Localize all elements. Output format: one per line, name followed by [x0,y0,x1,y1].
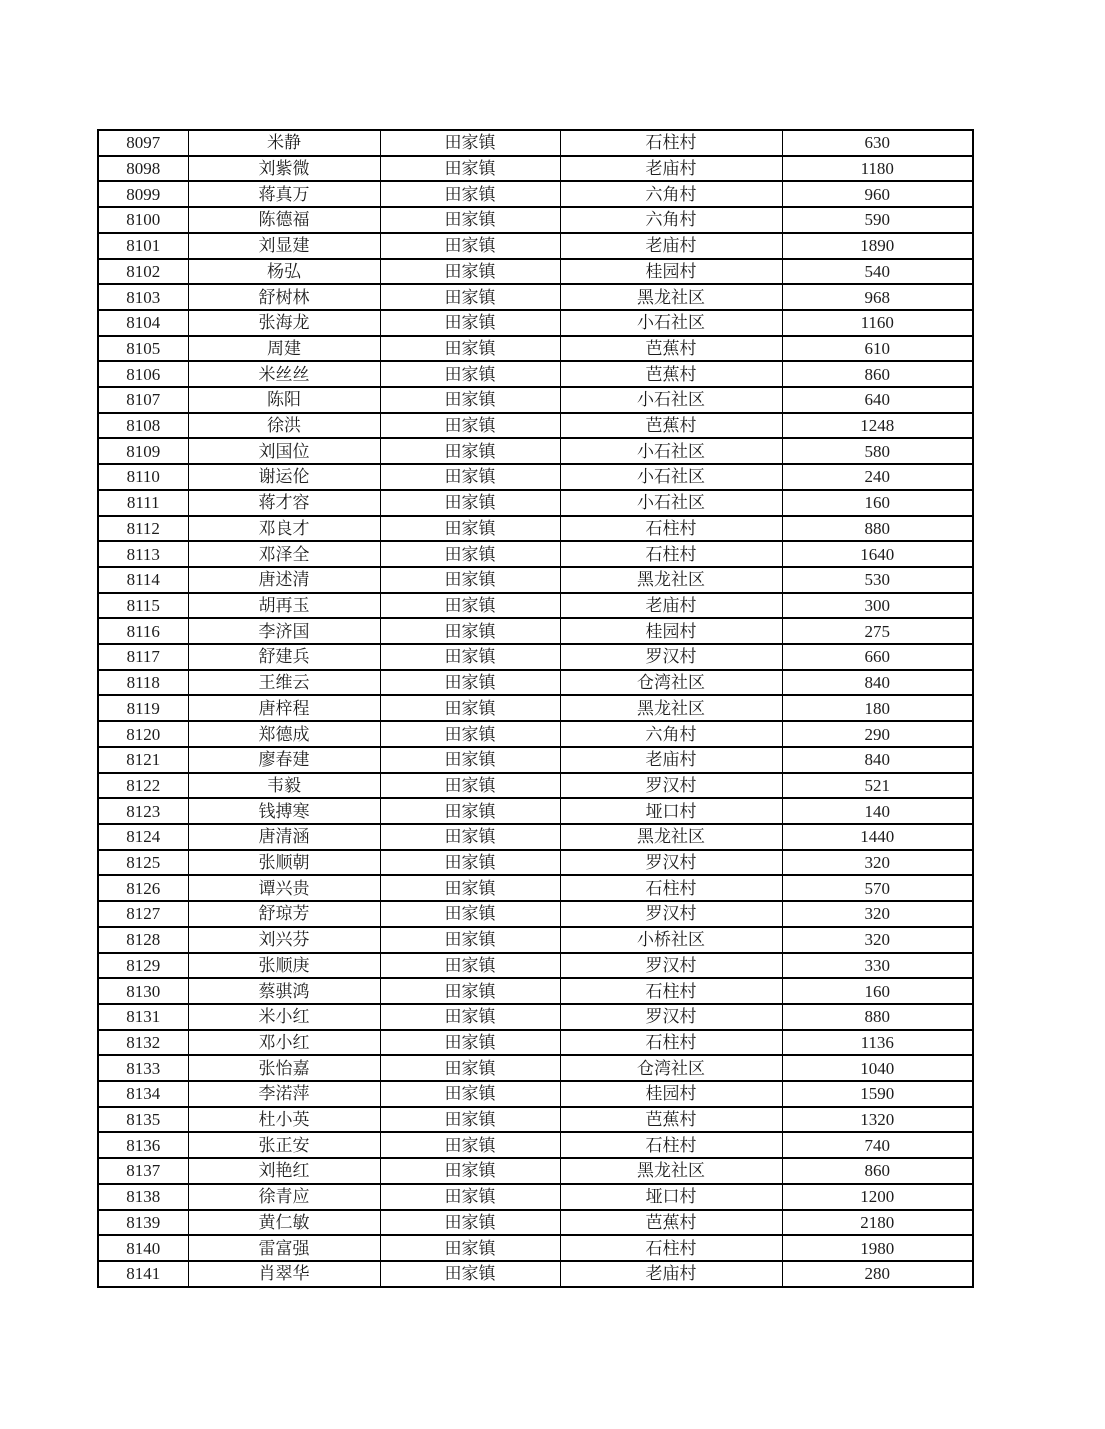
cell-record-id: 8141 [98,1261,188,1287]
cell-village: 六角村 [560,721,782,747]
cell-village: 老庙村 [560,233,782,259]
cell-record-id: 8125 [98,850,188,876]
cell-village: 小石社区 [560,310,782,336]
cell-person-name: 刘兴芬 [188,927,380,953]
cell-town: 田家镇 [380,927,560,953]
cell-record-id: 8110 [98,464,188,490]
cell-town: 田家镇 [380,130,560,156]
cell-record-id: 8103 [98,284,188,310]
cell-amount: 1890 [782,233,973,259]
cell-amount: 530 [782,567,973,593]
table-row [98,1055,973,1081]
cell-village: 石柱村 [560,1235,782,1261]
cell-amount: 610 [782,336,973,362]
cell-amount: 860 [782,361,973,387]
cell-person-name: 胡再玉 [188,593,380,619]
cell-village: 六角村 [560,181,782,207]
cell-record-id: 8107 [98,387,188,413]
cell-town: 田家镇 [380,1004,560,1030]
cell-village: 小石社区 [560,464,782,490]
cell-village: 罗汉村 [560,1004,782,1030]
cell-village: 罗汉村 [560,953,782,979]
cell-amount: 640 [782,387,973,413]
cell-person-name: 杨弘 [188,259,380,285]
cell-record-id: 8135 [98,1107,188,1133]
cell-person-name: 张怡嘉 [188,1055,380,1081]
cell-amount: 840 [782,670,973,696]
cell-record-id: 8115 [98,593,188,619]
cell-record-id: 8098 [98,156,188,182]
cell-town: 田家镇 [380,1261,560,1287]
table-row [98,747,973,773]
cell-village: 黑龙社区 [560,695,782,721]
cell-amount: 140 [782,798,973,824]
cell-town: 田家镇 [380,1184,560,1210]
cell-person-name: 蔡骐鸿 [188,978,380,1004]
table-row [98,773,973,799]
cell-village: 桂园村 [560,1081,782,1107]
cell-record-id: 8117 [98,644,188,670]
cell-village: 黑龙社区 [560,284,782,310]
records-table-body [98,130,973,1287]
cell-person-name: 黄仁敏 [188,1210,380,1236]
cell-record-id: 8121 [98,747,188,773]
cell-town: 田家镇 [380,978,560,1004]
cell-person-name: 谭兴贵 [188,875,380,901]
cell-town: 田家镇 [380,1132,560,1158]
cell-town: 田家镇 [380,541,560,567]
table-row [98,1030,973,1056]
cell-person-name: 舒树林 [188,284,380,310]
cell-amount: 1040 [782,1055,973,1081]
cell-amount: 521 [782,773,973,799]
cell-village: 仓湾社区 [560,1055,782,1081]
cell-village: 仓湾社区 [560,670,782,696]
cell-person-name: 刘显建 [188,233,380,259]
cell-person-name: 陈阳 [188,387,380,413]
table-row [98,387,973,413]
cell-person-name: 张海龙 [188,310,380,336]
cell-person-name: 舒琼芳 [188,901,380,927]
cell-amount: 1160 [782,310,973,336]
cell-record-id: 8112 [98,516,188,542]
cell-amount: 880 [782,516,973,542]
cell-record-id: 8105 [98,336,188,362]
cell-town: 田家镇 [380,464,560,490]
cell-amount: 160 [782,490,973,516]
table-row [98,1081,973,1107]
cell-village: 石柱村 [560,516,782,542]
cell-village: 小石社区 [560,490,782,516]
cell-record-id: 8116 [98,618,188,644]
cell-record-id: 8126 [98,875,188,901]
cell-town: 田家镇 [380,593,560,619]
cell-town: 田家镇 [380,413,560,439]
cell-record-id: 8139 [98,1210,188,1236]
cell-town: 田家镇 [380,850,560,876]
cell-town: 田家镇 [380,567,560,593]
cell-village: 石柱村 [560,1132,782,1158]
cell-town: 田家镇 [380,695,560,721]
cell-amount: 570 [782,875,973,901]
cell-record-id: 8128 [98,927,188,953]
cell-town: 田家镇 [380,310,560,336]
cell-person-name: 唐清涵 [188,824,380,850]
cell-village: 石柱村 [560,1030,782,1056]
cell-person-name: 邓泽全 [188,541,380,567]
cell-amount: 290 [782,721,973,747]
cell-town: 田家镇 [380,387,560,413]
cell-town: 田家镇 [380,181,560,207]
cell-person-name: 杜小英 [188,1107,380,1133]
cell-person-name: 钱搏寒 [188,798,380,824]
cell-amount: 1136 [782,1030,973,1056]
cell-record-id: 8097 [98,130,188,156]
cell-record-id: 8114 [98,567,188,593]
cell-town: 田家镇 [380,644,560,670]
cell-record-id: 8118 [98,670,188,696]
cell-town: 田家镇 [380,1210,560,1236]
table-row [98,156,973,182]
table-row [98,413,973,439]
cell-amount: 1248 [782,413,973,439]
cell-town: 田家镇 [380,336,560,362]
table-row [98,953,973,979]
table-row [98,618,973,644]
cell-town: 田家镇 [380,361,560,387]
cell-amount: 1640 [782,541,973,567]
cell-amount: 300 [782,593,973,619]
table-row [98,464,973,490]
cell-amount: 280 [782,1261,973,1287]
cell-person-name: 唐述清 [188,567,380,593]
cell-amount: 740 [782,1132,973,1158]
cell-person-name: 张顺庚 [188,953,380,979]
cell-record-id: 8136 [98,1132,188,1158]
cell-town: 田家镇 [380,618,560,644]
table-row [98,824,973,850]
cell-town: 田家镇 [380,1107,560,1133]
cell-record-id: 8134 [98,1081,188,1107]
table-row [98,1107,973,1133]
cell-village: 垭口村 [560,798,782,824]
cell-village: 石柱村 [560,875,782,901]
cell-amount: 540 [782,259,973,285]
cell-person-name: 郑德成 [188,721,380,747]
table-row [98,644,973,670]
cell-person-name: 王维云 [188,670,380,696]
cell-town: 田家镇 [380,516,560,542]
cell-record-id: 8131 [98,1004,188,1030]
cell-town: 田家镇 [380,901,560,927]
cell-town: 田家镇 [380,284,560,310]
cell-person-name: 韦毅 [188,773,380,799]
table-row [98,336,973,362]
cell-record-id: 8129 [98,953,188,979]
cell-amount: 1980 [782,1235,973,1261]
cell-village: 小石社区 [560,438,782,464]
table-row [98,901,973,927]
cell-record-id: 8120 [98,721,188,747]
cell-record-id: 8123 [98,798,188,824]
cell-village: 小石社区 [560,387,782,413]
cell-village: 老庙村 [560,156,782,182]
cell-person-name: 邓良才 [188,516,380,542]
cell-town: 田家镇 [380,824,560,850]
cell-person-name: 谢运伦 [188,464,380,490]
cell-amount: 320 [782,901,973,927]
cell-amount: 320 [782,850,973,876]
cell-town: 田家镇 [380,490,560,516]
table-row [98,438,973,464]
table-row [98,361,973,387]
cell-amount: 840 [782,747,973,773]
cell-amount: 160 [782,978,973,1004]
table-row [98,516,973,542]
cell-person-name: 邓小红 [188,1030,380,1056]
cell-record-id: 8104 [98,310,188,336]
cell-person-name: 陈德福 [188,207,380,233]
cell-village: 罗汉村 [560,850,782,876]
cell-record-id: 8100 [98,207,188,233]
cell-village: 罗汉村 [560,901,782,927]
cell-village: 石柱村 [560,541,782,567]
cell-amount: 630 [782,130,973,156]
cell-town: 田家镇 [380,1235,560,1261]
table-row [98,490,973,516]
cell-amount: 1440 [782,824,973,850]
table-row [98,850,973,876]
cell-amount: 1200 [782,1184,973,1210]
cell-village: 老庙村 [560,747,782,773]
cell-amount: 880 [782,1004,973,1030]
cell-amount: 330 [782,953,973,979]
cell-amount: 660 [782,644,973,670]
cell-person-name: 李渃萍 [188,1081,380,1107]
table-row [98,1132,973,1158]
table-row [98,541,973,567]
cell-town: 田家镇 [380,747,560,773]
cell-record-id: 8133 [98,1055,188,1081]
cell-amount: 1590 [782,1081,973,1107]
cell-town: 田家镇 [380,259,560,285]
cell-record-id: 8106 [98,361,188,387]
cell-village: 老庙村 [560,1261,782,1287]
cell-town: 田家镇 [380,207,560,233]
cell-person-name: 刘紫微 [188,156,380,182]
cell-record-id: 8127 [98,901,188,927]
cell-town: 田家镇 [380,953,560,979]
table-row [98,259,973,285]
cell-village: 石柱村 [560,130,782,156]
cell-person-name: 米静 [188,130,380,156]
cell-town: 田家镇 [380,1081,560,1107]
cell-village: 芭蕉村 [560,1210,782,1236]
cell-town: 田家镇 [380,156,560,182]
cell-town: 田家镇 [380,670,560,696]
table-row [98,567,973,593]
cell-village: 芭蕉村 [560,361,782,387]
cell-person-name: 张顺朝 [188,850,380,876]
cell-record-id: 8130 [98,978,188,1004]
cell-person-name: 周建 [188,336,380,362]
cell-person-name: 蒋真万 [188,181,380,207]
cell-town: 田家镇 [380,1158,560,1184]
cell-person-name: 舒建兵 [188,644,380,670]
cell-record-id: 8099 [98,181,188,207]
table-row [98,1004,973,1030]
cell-amount: 590 [782,207,973,233]
cell-record-id: 8132 [98,1030,188,1056]
table-row [98,670,973,696]
cell-record-id: 8101 [98,233,188,259]
cell-amount: 2180 [782,1210,973,1236]
cell-person-name: 李济国 [188,618,380,644]
table-row [98,1261,973,1287]
table-row [98,875,973,901]
cell-village: 桂园村 [560,618,782,644]
table-row [98,1235,973,1261]
cell-village: 六角村 [560,207,782,233]
cell-record-id: 8108 [98,413,188,439]
table-row [98,207,973,233]
cell-person-name: 张正安 [188,1132,380,1158]
cell-village: 罗汉村 [560,644,782,670]
cell-village: 黑龙社区 [560,824,782,850]
cell-record-id: 8122 [98,773,188,799]
table-row [98,1184,973,1210]
cell-amount: 968 [782,284,973,310]
cell-town: 田家镇 [380,233,560,259]
cell-amount: 1180 [782,156,973,182]
table-row [98,927,973,953]
cell-village: 老庙村 [560,593,782,619]
cell-village: 小桥社区 [560,927,782,953]
table-row [98,130,973,156]
cell-town: 田家镇 [380,798,560,824]
cell-amount: 1320 [782,1107,973,1133]
cell-village: 黑龙社区 [560,1158,782,1184]
cell-village: 芭蕉村 [560,413,782,439]
cell-person-name: 雷富强 [188,1235,380,1261]
table-row [98,1210,973,1236]
cell-amount: 275 [782,618,973,644]
cell-town: 田家镇 [380,438,560,464]
cell-village: 罗汉村 [560,773,782,799]
cell-person-name: 刘艳红 [188,1158,380,1184]
cell-town: 田家镇 [380,875,560,901]
cell-town: 田家镇 [380,1055,560,1081]
table-row [98,233,973,259]
table-row [98,978,973,1004]
cell-person-name: 蒋才容 [188,490,380,516]
table-row [98,181,973,207]
cell-town: 田家镇 [380,721,560,747]
cell-person-name: 廖春建 [188,747,380,773]
cell-village: 芭蕉村 [560,1107,782,1133]
cell-amount: 240 [782,464,973,490]
cell-village: 黑龙社区 [560,567,782,593]
cell-person-name: 肖翠华 [188,1261,380,1287]
cell-record-id: 8138 [98,1184,188,1210]
cell-amount: 580 [782,438,973,464]
table-row [98,310,973,336]
cell-record-id: 8113 [98,541,188,567]
cell-record-id: 8102 [98,259,188,285]
table-row [98,721,973,747]
cell-person-name: 米丝丝 [188,361,380,387]
cell-amount: 320 [782,927,973,953]
cell-record-id: 8111 [98,490,188,516]
cell-village: 芭蕉村 [560,336,782,362]
cell-amount: 960 [782,181,973,207]
table-row [98,695,973,721]
table-row [98,593,973,619]
cell-person-name: 唐梓程 [188,695,380,721]
cell-town: 田家镇 [380,1030,560,1056]
cell-record-id: 8124 [98,824,188,850]
table-row [98,798,973,824]
cell-record-id: 8140 [98,1235,188,1261]
cell-village: 石柱村 [560,978,782,1004]
cell-amount: 860 [782,1158,973,1184]
cell-record-id: 8109 [98,438,188,464]
cell-record-id: 8137 [98,1158,188,1184]
cell-person-name: 徐青应 [188,1184,380,1210]
cell-village: 桂园村 [560,259,782,285]
cell-town: 田家镇 [380,773,560,799]
cell-amount: 180 [782,695,973,721]
records-table [97,129,974,1288]
cell-record-id: 8119 [98,695,188,721]
table-row [98,1158,973,1184]
table-row [98,284,973,310]
cell-person-name: 刘国位 [188,438,380,464]
cell-person-name: 米小红 [188,1004,380,1030]
cell-village: 垭口村 [560,1184,782,1210]
cell-person-name: 徐洪 [188,413,380,439]
